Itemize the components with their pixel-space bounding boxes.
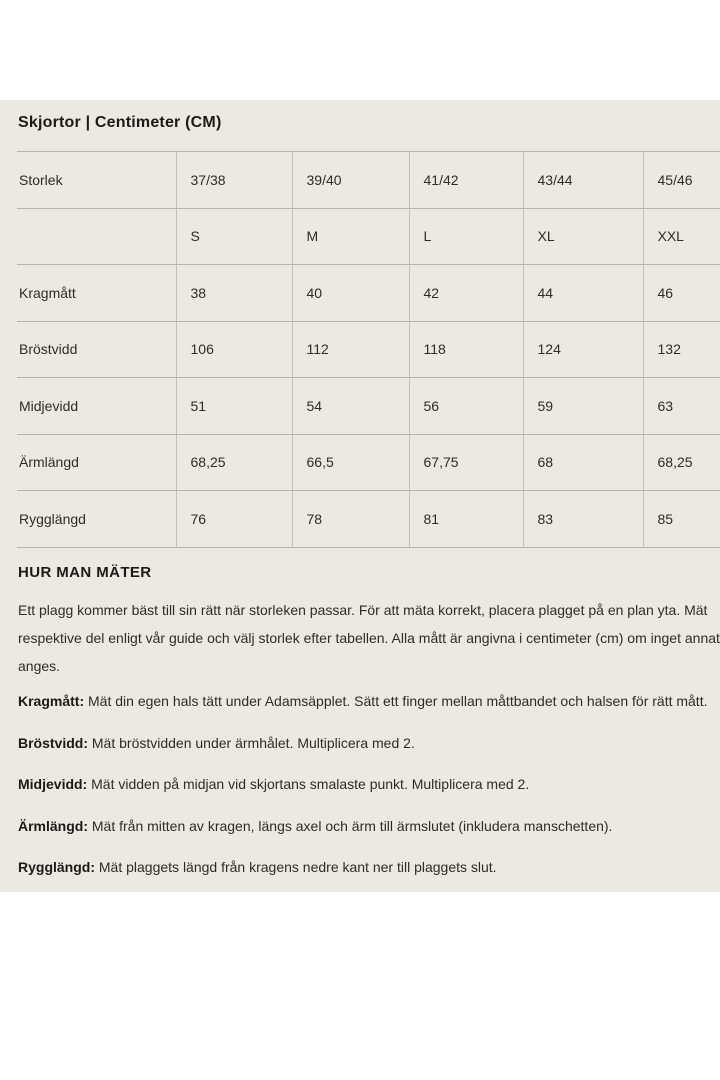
size-guide-panel [0,100,720,892]
size-cell: 40 [292,265,409,322]
size-cell: 124 [523,321,643,378]
size-cell: 44 [523,265,643,322]
size-cell: 51 [176,378,292,435]
row-label [17,208,176,265]
measure-text: Mät bröstvidden under ärmhålet. Multiplicera med 2. [88,734,415,751]
row-label: Rygglängd [17,491,176,548]
size-cell: 68,25 [643,434,720,491]
size-cell: 63 [643,378,720,435]
measure-item [18,859,720,876]
size-cell: 59 [523,378,643,435]
size-cell: M [292,208,409,265]
size-cell: 39/40 [292,152,409,209]
table-row [17,321,720,378]
table-row [17,491,720,548]
size-cell: 42 [409,265,523,322]
table-row [17,378,720,435]
measure-item [18,818,720,835]
size-cell: 112 [292,321,409,378]
measure-item [18,735,720,752]
measure-list [18,693,720,901]
row-label: Ärmlängd [17,434,176,491]
measure-text: Mät vidden på midjan vid skjortans smalaste punkt. Multiplicera med 2. [87,776,530,792]
measure-text: Mät plaggets längd från kragens nedre kant ner till plaggets slut. [95,859,497,875]
panel-title: Skjortor | Centimeter (CM) [18,114,222,131]
size-cell: 76 [176,491,292,548]
size-cell: 45/46 [643,152,720,209]
size-cell: 46 [643,265,720,322]
measure-term: Ärmlängd: [18,817,88,834]
size-cell: 106 [176,321,292,378]
size-table [17,151,720,548]
measure-text: Mät din egen hals tätt under Adamsäpplet. Sätt ett finger mellan måttbandet och halsen för rätt mått. [84,693,708,709]
row-label: Midjevidd [17,378,176,435]
intro-paragraph: Ett plagg kommer bäst till sin rätt när storleken passar. För att mäta korrekt, placera plagget på en plan yta. Mät respektive del enligt vår guide och välj storlek efter tabellen. Alla mått är angivna i centimeter (cm) om inget annat anges. [18,602,720,674]
table-row [17,434,720,491]
size-cell: S [176,208,292,265]
row-label: Bröstvidd [17,321,176,378]
table-row [17,152,720,209]
size-cell: 81 [409,491,523,548]
size-cell: 132 [643,321,720,378]
size-cell: 85 [643,491,720,548]
size-cell: 41/42 [409,152,523,209]
size-cell: 56 [409,378,523,435]
size-cell: 37/38 [176,152,292,209]
measure-term: Midjevidd: [18,776,88,792]
size-cell: 54 [292,378,409,435]
size-cell: L [409,208,523,265]
size-cell: 118 [409,321,523,378]
table-row [17,208,720,265]
measure-item [18,693,720,710]
measure-term: Kragmått: [18,693,85,709]
size-cell: 78 [292,491,409,548]
how-to-measure-heading: HUR MAN MÄTER [18,564,152,581]
measure-term: Bröstvidd: [18,734,88,751]
size-cell: 67,75 [409,434,523,491]
measure-term: Rygglängd: [18,859,95,875]
size-cell: 66,5 [292,434,409,491]
size-cell: XXL [643,208,720,265]
table-row [17,265,720,322]
row-label: Storlek [17,152,176,209]
measure-text: Mät från mitten av kragen, längs axel och ärm till ärmslutet (inkludera manschetten). [88,817,613,834]
size-cell: 43/44 [523,152,643,209]
measure-item [18,776,720,793]
size-cell: 38 [176,265,292,322]
size-cell: 68 [523,434,643,491]
size-cell: 83 [523,491,643,548]
row-label: Kragmått [17,265,176,322]
size-cell: 68,25 [176,434,292,491]
size-cell: XL [523,208,643,265]
